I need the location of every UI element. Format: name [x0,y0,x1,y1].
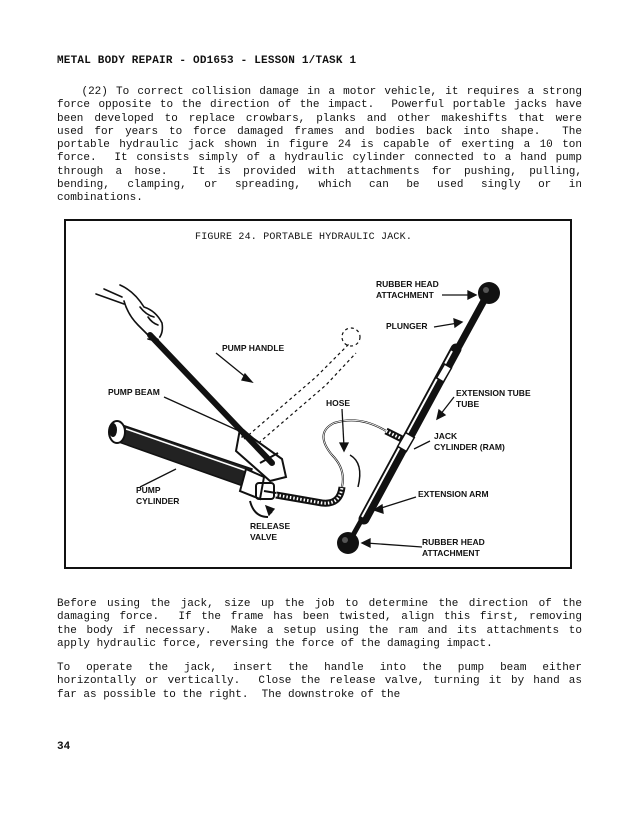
label-plunger: PLUNGER [386,321,428,331]
label-release-valve: VALVE [250,532,278,542]
text-line: To operate the jack, insert the handle into the pump beam either [57,662,582,674]
label-pump: PUMP [136,485,161,495]
label-rubber-head-bottom: RUBBER HEAD [422,537,485,547]
hose-drawing [276,420,406,503]
text-line: used for years to force damaged frames and bodies back into shape. The [57,125,582,138]
page-number: 34 [57,741,71,753]
label-jack: JACK [434,431,458,441]
label-extension-tube-2: TUBE [456,399,480,409]
label-rubber-head-bottom-attachment: ATTACHMENT [422,548,480,558]
label-extension-arm: EXTENSION ARM [418,489,489,499]
hand-drawing [96,285,162,341]
label-pump-beam: PUMP BEAM [108,387,160,397]
label-rubber-head-top-attachment: ATTACHMENT [376,290,434,300]
text-line: force. It consists simply of a hydraulic cylinder connected to a hand pump [57,152,582,165]
label-hose: HOSE [326,398,351,408]
page-header: METAL BODY REPAIR - OD1653 - LESSON 1/TASK 1 [57,55,357,67]
text-line: combinations. [57,192,143,205]
text-line: force opposite to the direction of the impact. Powerful portable jacks have [57,99,582,112]
text-line: the body if necessary. Make a setup using the ram and its attachments to [57,624,582,637]
figure-caption: FIGURE 24. PORTABLE HYDRAULIC JACK. [195,232,413,243]
label-release: RELEASE [250,521,291,531]
text-line: (22) To correct collision damage in a motor vehicle, it requires a strong [57,86,582,98]
paragraph-to-operate [57,662,582,702]
label-jack-cylinder-ram: CYLINDER (RAM) [434,442,505,452]
label-pump-handle: PUMP HANDLE [222,343,285,353]
text-line: far as possible to the right. The downstroke of the [57,688,401,701]
text-line: damaging force. If the frame has been twisted, align this first, removing [57,611,582,624]
hydraulic-jack-illustration [64,219,572,569]
paragraph-22 [57,86,582,206]
text-line: apply hydraulic force, reversing the force of the damaging impact. [57,637,493,650]
text-line: bending, clamping, or spreading, which can be used singly or in [57,179,582,192]
paragraph-before-using [57,598,582,651]
text-line: through a hose. It is provided with attachments for pushing, pulling, [57,165,582,178]
label-pump-cylinder: CYLINDER [136,496,180,506]
text-line: Before using the jack, size up the job to determine the direction of the [57,598,582,610]
label-rubber-head-top: RUBBER HEAD [376,279,439,289]
text-line: been developed to replace crowbars, planks and other makeshifts that were [57,112,582,125]
text-line: horizontally or vertically. Close the release valve, turning it by hand as [57,675,582,688]
text-line: portable hydraulic jack shown in figure 24 is capable of exerting a 10 ton [57,139,582,152]
label-extension-tube: EXTENSION TUBE [456,388,531,398]
